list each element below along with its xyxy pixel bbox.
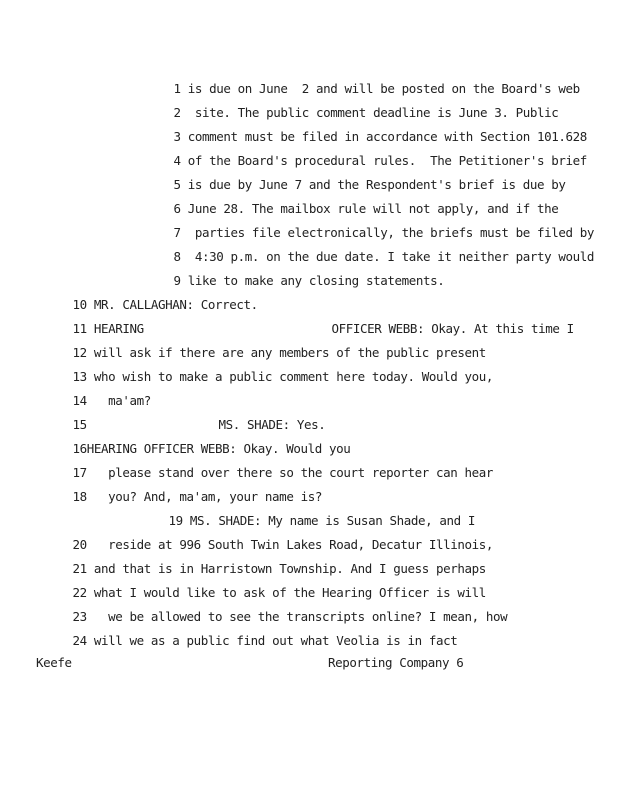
line-number: 6 (173, 201, 181, 216)
line-text: of the Board's procedural rules. The Petitioner's brief (187, 153, 587, 168)
line-text: please stand over there so the court reporter can hear (108, 465, 493, 480)
line-text: parties file electronically, the briefs must be filed by (194, 225, 594, 240)
line-text: what I would like to ask of the Hearing Officer is will (93, 585, 486, 600)
line-number: 9 (173, 273, 181, 288)
line-text: will ask if there are any members of the public present (93, 345, 486, 360)
line-number: 11 (72, 321, 87, 336)
line-text: reside at 996 South Twin Lakes Road, Decatur Illinois, (108, 537, 493, 552)
line-number: 3 (173, 129, 181, 144)
line-number: 22 (72, 585, 87, 600)
line-text: you? And, ma'am, your name is? (108, 489, 322, 504)
line-text: 4:30 p.m. on the due date. I take it neither party would (194, 249, 594, 264)
line-text: MS. SHADE: My name is Susan Shade, and I (189, 513, 475, 528)
line-text: comment must be filed in accordance with Section 101.628 (187, 129, 587, 144)
line-number: 13 (72, 369, 87, 384)
line-number: 20 (72, 537, 87, 552)
line-text: who wish to make a public comment here today. Would you, (93, 369, 493, 384)
line-text: will we as a public find out what Veolia is in fact (93, 633, 458, 648)
line-text: OFFICER WEBB: Okay. At this time I (331, 321, 574, 336)
line-number: 14 (72, 393, 87, 408)
line-number: 21 (72, 561, 87, 576)
line-number: 2 (173, 105, 181, 120)
line-number: 19 (168, 513, 183, 528)
line-text: and that is in Harristown Township. And I guess perhaps (93, 561, 486, 576)
line-text: ma'am? (108, 393, 151, 408)
line-text: HEARING (93, 321, 144, 336)
line-text: MS. SHADE: Yes. (218, 417, 326, 432)
line-number: 17 (72, 465, 87, 480)
line-text: HEARING OFFICER WEBB: Okay. Would you (86, 441, 351, 456)
line-number: 1 (173, 81, 181, 96)
footer-right: Reporting Company 6 (328, 655, 464, 670)
line-number: 16 (72, 441, 87, 456)
line-text: is due on June 2 and will be posted on the Board's web (187, 81, 580, 96)
line-text: June 28. The mailbox rule will not apply, and if the (187, 201, 559, 216)
line-number: 12 (72, 345, 87, 360)
line-text: site. The public comment deadline is June 3. Public (194, 105, 559, 120)
line-text: MR. CALLAGHAN: Correct. (93, 297, 258, 312)
line-number: 8 (173, 249, 181, 264)
line-number: 23 (72, 609, 87, 624)
line-number: 5 (173, 177, 181, 192)
line-number: 4 (173, 153, 181, 168)
line-number: 24 (72, 633, 87, 648)
footer-left: Keefe (36, 655, 72, 670)
line-text: like to make any closing statements. (187, 273, 445, 288)
line-text: is due by June 7 and the Respondent's brief is due by (187, 177, 566, 192)
line-number: 15 (72, 417, 87, 432)
line-number: 18 (72, 489, 87, 504)
line-text: we be allowed to see the transcripts online? I mean, how (108, 609, 508, 624)
line-number: 7 (173, 225, 181, 240)
line-number: 10 (72, 297, 87, 312)
